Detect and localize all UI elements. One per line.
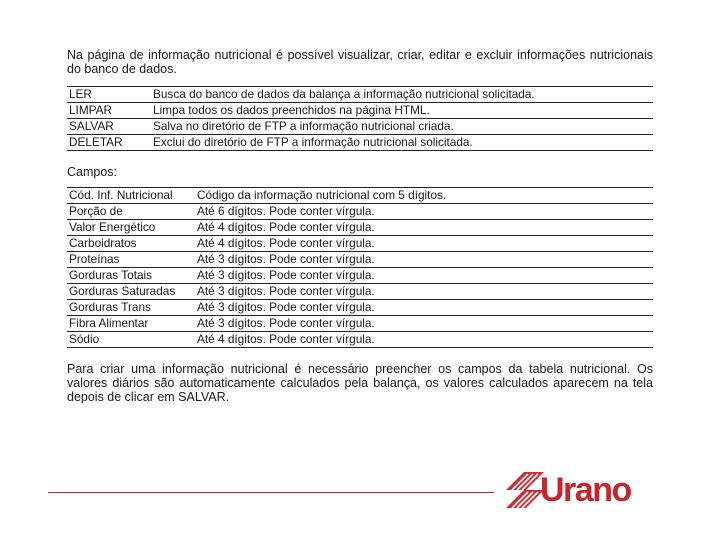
fields-heading: Campos: [67, 165, 118, 179]
field-name: Proteínas [67, 252, 195, 268]
commands-table [67, 86, 653, 151]
table-row [67, 268, 653, 284]
command-name: DELETAR [67, 135, 151, 151]
field-description: Até 3 dígitos. Pode conter vírgula. [195, 252, 653, 268]
footer-divider [48, 492, 494, 493]
table-row [67, 204, 653, 220]
field-name: Gorduras Saturadas [67, 284, 195, 300]
table-row [67, 188, 653, 204]
command-description: Busca do banco de dados da balança a informação nutricional solicitada. [151, 87, 653, 103]
field-name: Sódio [67, 332, 195, 348]
table-row [67, 135, 653, 151]
field-name: Porção de [67, 204, 195, 220]
command-description: Limpa todos os dados preenchidos na página HTML. [151, 103, 653, 119]
command-name: LIMPAR [67, 103, 151, 119]
field-description: Até 4 dígitos. Pode conter vírgula. [195, 220, 653, 236]
table-row [67, 103, 653, 119]
field-name: Gorduras Trans [67, 300, 195, 316]
urano-logo [504, 470, 631, 510]
table-row [67, 87, 653, 103]
field-name: Gorduras Totais [67, 268, 195, 284]
command-description: Exclui do diretório de FTP a informação nutricional solicitada. [151, 135, 653, 151]
command-name: SALVAR [67, 119, 151, 135]
field-name: Valor Energético [67, 220, 195, 236]
table-row [67, 300, 653, 316]
command-description: Salva no diretório de FTP a informação nutricional criada. [151, 119, 653, 135]
field-description: Até 6 dígitos. Pode conter vírgula. [195, 204, 653, 220]
urano-logo-text: Urano [540, 471, 631, 509]
field-description: Até 4 dígitos. Pode conter vírgula. [195, 332, 653, 348]
field-name: Cód. Inf. Nutricional [67, 188, 195, 204]
table-row [67, 316, 653, 332]
table-row [67, 332, 653, 348]
command-name: LER [67, 87, 151, 103]
table-row [67, 284, 653, 300]
field-description: Até 3 dígitos. Pode conter vírgula. [195, 316, 653, 332]
field-description: Até 4 dígitos. Pode conter vírgula. [195, 236, 653, 252]
table-row [67, 236, 653, 252]
field-description: Até 3 dígitos. Pode conter vírgula. [195, 284, 653, 300]
outro-paragraph: Para criar uma informação nutricional é necessário preencher os campos da tabela nutricional. Os valores diários são automaticamente calculados pela balança, os valores calculados aparecem na tela depois de clicar em SALVAR. [67, 362, 653, 404]
field-name: Fibra Alimentar [67, 316, 195, 332]
fields-table [67, 187, 653, 348]
intro-paragraph: Na página de informação nutricional é possível visualizar, criar, editar e excluir informações nutricionais do banco de dados. [67, 48, 653, 76]
table-row [67, 252, 653, 268]
field-description: Até 3 dígitos. Pode conter vírgula. [195, 300, 653, 316]
document-body [67, 48, 653, 404]
table-row [67, 119, 653, 135]
table-row [67, 220, 653, 236]
field-description: Código da informação nutricional com 5 dígitos. [195, 188, 653, 204]
field-name: Carboidratos [67, 236, 195, 252]
field-description: Até 3 dígitos. Pode conter vírgula. [195, 268, 653, 284]
